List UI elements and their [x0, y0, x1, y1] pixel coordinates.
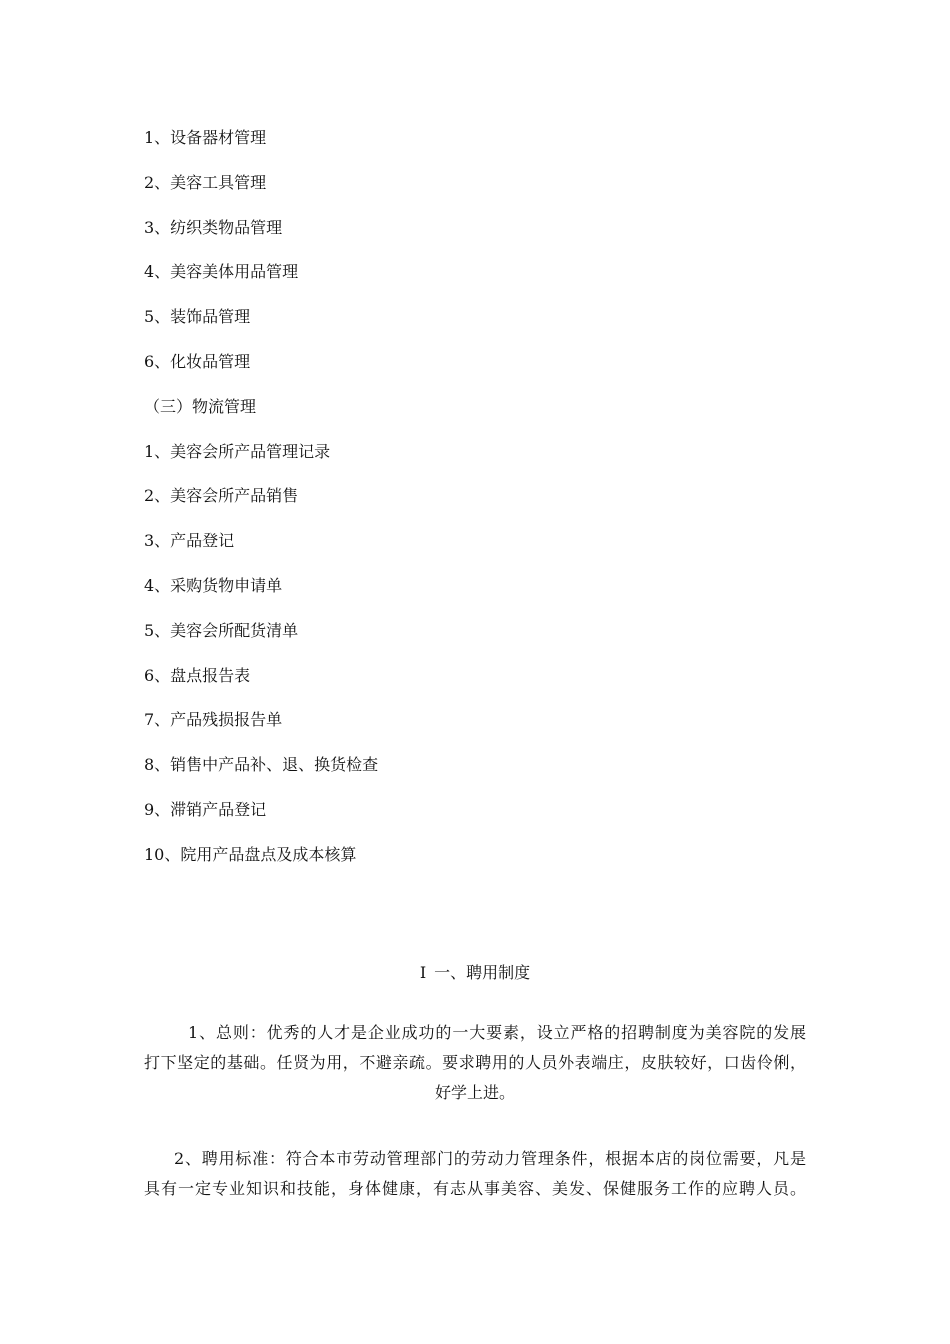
section-heading	[0, 961, 950, 985]
list-item: 3、纺织类物品管理	[144, 217, 283, 237]
paragraph-line: 2、聘用标准：符合本市劳动管理部门的劳动力管理条件，根据本店的岗位需要，凡是	[174, 1149, 806, 1168]
list-item: 5、装饰品管理	[144, 307, 251, 327]
heading-bar-mark: I	[419, 963, 427, 982]
list-item: 6、化妆品管理	[144, 351, 251, 371]
list-item: 7、产品残损报告单	[144, 710, 283, 730]
management-item-list	[144, 126, 378, 888]
list-item: 1、美容会所产品管理记录	[144, 441, 331, 461]
general-rule-paragraph	[144, 1018, 806, 1108]
list-item: 8、销售中产品补、退、换货检查	[144, 755, 379, 775]
section-title: 一、聘用制度	[434, 963, 531, 982]
list-item: 6、盘点报告表	[144, 665, 251, 685]
list-item: 2、美容工具管理	[144, 172, 267, 192]
list-item: 4、美容美体用品管理	[144, 262, 299, 282]
hiring-standard-paragraph	[144, 1144, 806, 1204]
paragraph-line: 好学上进。	[434, 1083, 515, 1102]
list-item: 3、产品登记	[144, 531, 235, 551]
subsection-heading: （三）物流管理	[144, 396, 257, 416]
list-item: 4、采购货物申请单	[144, 575, 283, 595]
paragraph-line: 1、总则：优秀的人才是企业成功的一大要素，设立严格的招聘制度为美容院的发展	[188, 1023, 806, 1042]
list-item: 9、滞销产品登记	[144, 799, 267, 819]
list-item: 5、美容会所配货清单	[144, 620, 299, 640]
list-item: 2、美容会所产品销售	[144, 486, 299, 506]
paragraph-line: 打下坚定的基础。任贤为用，不避亲疏。要求聘用的人员外表端庄，皮肤较好，口齿伶俐，	[144, 1053, 806, 1072]
list-item: 10、院用产品盘点及成本核算	[144, 844, 357, 864]
list-item: 1、设备器材管理	[144, 128, 267, 147]
paragraph-line: 具有一定专业知识和技能，身体健康，有志从事美容、美发、保健服务工作的应聘人员。	[144, 1179, 806, 1198]
